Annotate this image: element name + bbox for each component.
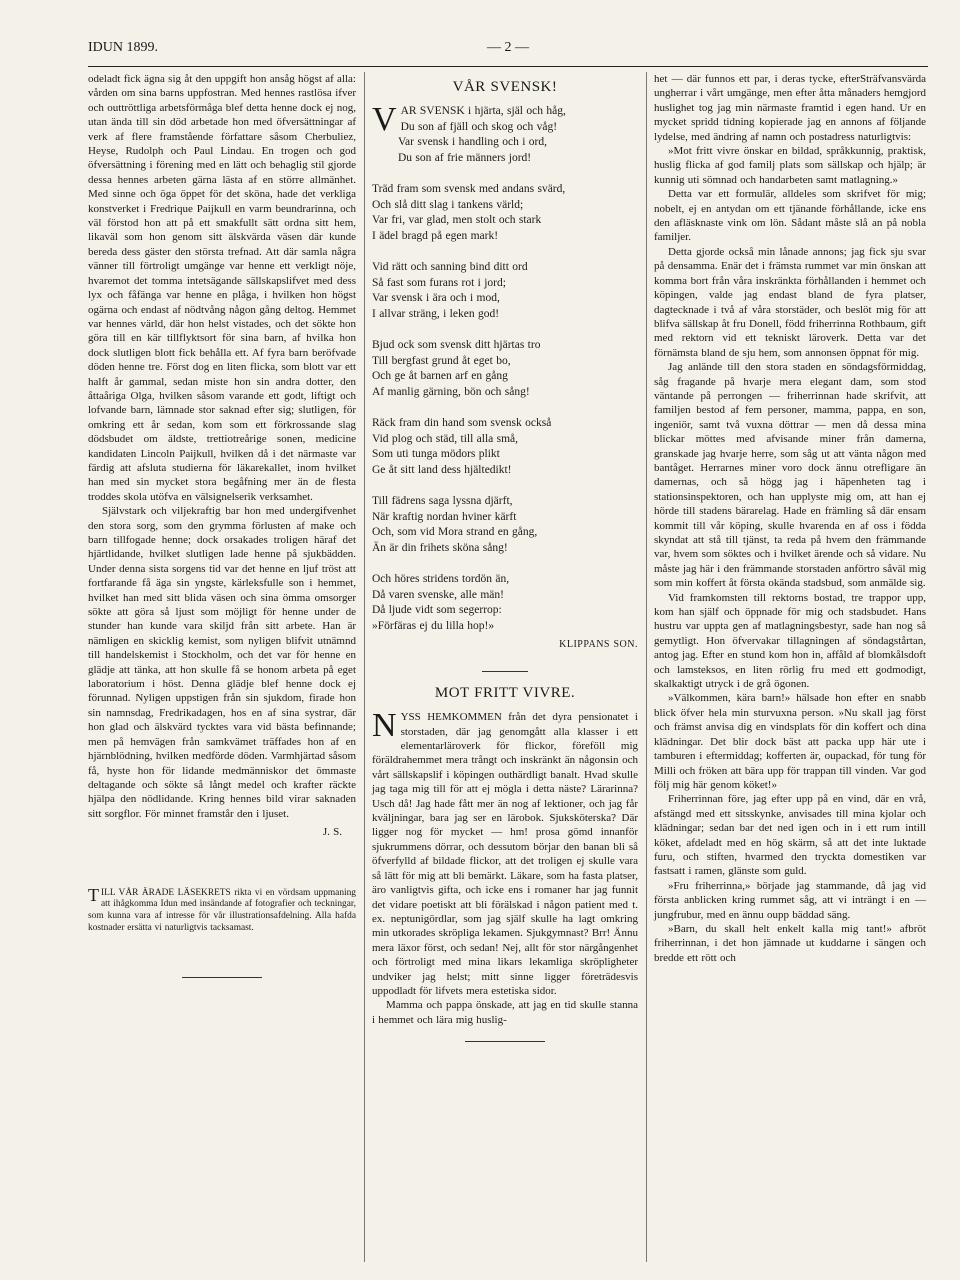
paragraph: »Fru friherrinna,» började jag stammande, då jag vid första anblicken kring rummet såg, att vi inträngt i en — jungfrubur, med en ännu oupp bäddad säng. xyxy=(654,879,926,921)
paragraph: NYSS HEMKOMMEN från det dyra pensionatet i storstaden, där jag genomgått alla klasser i ett elementarläroverk för flickor, föreföll mig föräldrahemmet mera trångt och inskränkt än någonsin och vårt sällskapslif i köpingen outhärdligt banalt. Hvad skulle jag taga mig till för att ej mögla i detta näste? Lärarinna? Usch då! Jag hade fått mer än nog af lektioner, och jag får kväljningar, bara jag ser en lärobok. Sjuksköterska? Där ligger nog för mycket — hm! prosa gömd innanför sjukrummens dörrar, och dessutom börjar den banan bli så öfverfylld af bildade flickor, att det troligen ej skulle vara så lätt för mig att bli bemärkt. Läkare, som ha fasta platser, äro vanligtvis gifta, och icke ens i romaner har jag funnit det vidare poetiskt att bli förälskad i någon patient med t. ex. neptunigördlar, som jag själf skulle ha lagt omkring min utkorades skröpliga lekamen. Sjukgymnast? Brr! Ännu mera läxor först, och sedan! Nej, allt för stor närgångenhet och förtroligt med mina likars lekamliga skröpligheter undviker jag helst; mitt sinne ligger företrädesvis uppodladt för lifvets mera estetiska sidor. xyxy=(372,707,638,997)
poem-line: Träd fram som svensk med andans svärd, xyxy=(372,183,566,196)
section-rule xyxy=(465,1041,545,1042)
poem-line: Än är din frihets sköna sång! xyxy=(372,541,508,554)
poem-stanza xyxy=(372,416,638,478)
poem-stanza xyxy=(372,494,638,556)
signature: J. S. xyxy=(322,826,342,839)
paragraph: Mamma och pappa önskade, att jag en tid skulle stanna i hemmet och lära mig huslig- xyxy=(372,999,638,1026)
section-rule xyxy=(482,671,528,672)
poem-line: Som uti tunga mödors plikt xyxy=(372,448,500,461)
poem-line: Vid plog och städ, till alla små, xyxy=(372,432,519,445)
poem-line: När kraftig nordan hviner kärft xyxy=(372,510,517,523)
article xyxy=(372,686,638,1042)
column-divider xyxy=(364,72,365,1262)
poem-line: Och ge åt barnen arf en gång xyxy=(372,370,508,383)
poem-line: Och, som vid Mora strand en gång, xyxy=(372,526,538,539)
article-title: MOT FRITT VIVRE. xyxy=(434,684,576,701)
poem-line: I allvar sträng, i leken god! xyxy=(372,307,500,320)
poem-stanza xyxy=(372,338,638,400)
page-header xyxy=(88,40,928,62)
poem-line: Och höres stridens tordön än, xyxy=(372,573,510,586)
poem-line: Du son af frie männers jord! xyxy=(398,151,532,164)
paragraph: het — där funnos ett par, i deras tycke, efterSträfvansvärda ungherrar i vårt umgänge, men efter åtta månaders hemgjord huslighet tog jag min närmaste framtid i egen hand. Ur en mycket spridd tidning kopierade jag en annons af följande lydelse, med ändring af namn och postadress naturligtvis: xyxy=(654,73,926,143)
poem-line: Var svensk i handling och i ord, xyxy=(398,136,547,149)
poem-line: Vid rätt och sanning bind ditt ord xyxy=(372,261,528,274)
paragraph: Friherrinnan före, jag efter upp på en vind, där en vrå, afstängd med ett sitsskynke, anvisades till mina kjolar och klädningar; sedan bar det ned igen och in i ett rum intill köket, afdeladt med en hög skärm, så att det inte luktade furu, och stiften, hvarmed den tryckta domestiken var fastsatt i ramen, glänste som guld. xyxy=(654,793,926,878)
paragraph: odeladt fick ägna sig åt den uppgift hon ansåg högst af alla: vården om sina barns uppfostran. Med hennes rastlösa ifver och outtröttliga arbetsförmåga blef detta henne dock ej nog, utan ända till sin död arbetade hon med öfversättningar af verk af flere framstående författare såsom Cherbuliez, Heyse, Rudolph och Paul Lindau. En trogen och god öfversättning i förening med en lätt och behaglig stil gjorde dessa hennes arbeten gärna lästa af en större allmänhet. Med sinne och öga öppet för det sköna, hade det verkliga konstverket i Fredrique Paijkull en varm beundrarinna, och väl förstod hon att på ett smakfullt sätt ordna sitt hem, likaväl som hon genom sitt älskvärda väsen där kunde bereda dess gäster den största trefnad. Att där samla några vänner till förtroligt umgänge var henne ett verkligt nöje, hvaremot det tomma intetsägande sällskapslifvet med dess lyx och fåfänga var henne en plåga, i hvilken hon högst ogärna och endast af nödtvång någon gång deltog. Hemmet var hennes värld, där hon helst vistades, och det sökte hon göra till en kär tillflyktsort för sina barn, af hvilka hon dock slutligen blott fick behålla ett. Af fyra barn beröfvade döden henne tre. Först dog en liten flicka, som blott var ett halft år gammal, sedan miste hon sin andra dotter, den åttaåriga Olga, hvilken såsom varande ett godt, liftigt och lofvande barn, lämnade stor saknad efter sig; slutligen, för omkring ett år sedan, kom som ett förkrossande slag dödsbudet om äldste, trettiotreårige sonen, medicine kandidaten Lincoln Paijkull, hvilken då i det närmaste var färdig att afsluta studierna för läkarekallet, inom hvilket han med sin mycket stora begåfning mer än de flesta troddes skola utöfva en välsignelserik verksamhet. xyxy=(88,73,356,503)
poem-line: Till fädrens saga lyssna djärft, xyxy=(372,495,513,508)
poem-line: »Förfäras ej du lilla hop!» xyxy=(372,619,495,632)
poem-stanza xyxy=(372,572,638,634)
page-number: — 2 — xyxy=(487,40,529,55)
poem-line: Af manlig gärning, bön och sång! xyxy=(372,385,530,398)
poem-stanza xyxy=(372,260,638,322)
poem-line: Bjud ock som svensk ditt hjärtas tro xyxy=(372,339,541,352)
poem-line: Ge åt sitt land dess hjältedikt! xyxy=(372,463,512,476)
reader-notice xyxy=(88,884,356,935)
poem-stanza xyxy=(372,182,638,244)
poem-line: Så fast som furans rot i jord; xyxy=(372,276,506,289)
notice-dropcap: T xyxy=(88,884,99,905)
column-left xyxy=(88,72,356,978)
journal-title: IDUN 1899. xyxy=(88,40,158,55)
paragraph: Detta var ett formulär, alldeles som skrifvet för mig; nobelt, ej en antydan om ett tjänande förhållande, icke ens den afläsknaste vink om lön. Sådant måste slå an på nobla familjer. xyxy=(654,188,926,244)
paragraph: »Välkommen, kära barn!» hälsade hon efter en snabb blick öfver hela min sturvuxna person. »Nu skall jag först och främst anvisa dig en vindsplats för din koffert och dina klädningar. Det blir dock bäst att packa upp här ute i tamburen i eftermiddag; kofferten är, oupackad, för tung för Milli och fröken att bära upp för trappan till vinden. Var god följ mig här genom köket!» xyxy=(654,692,926,791)
poem-line: Räck fram din hand som svensk också xyxy=(372,417,552,430)
poem-line: Till bergfast grund åt eget bo, xyxy=(372,354,511,367)
paragraph: Jag anlände till den stora staden en söndagsförmiddag, såg fragande på hvarje mera elegant dam, som stod väntande på perrongen — friherrinnan hade skrifvit, att familjen bestod af fem personer, mamma, pappa, en son, ingeniör, samt två vuxna döttrar — men då dessa mina blickar möttes med afvisande miner från damerna, granskade jag hvarje herre, som såg ut att vänta någon med bantåget. Herrarnes miner voro dock ännu otrefligare än damernas, och så högg jag i häpenheten tag i stationsinspektoren, och han upplyste mig om, att han ej hörde till stadens bärarelag. Hade en främling så där ensam kommit till vår köping, skulle hvarenda en af oss i födda skyndat att stå till tjänst, ta reda på hvem den främmande var, hvem som söktes och i hvilket ärende och så vidare. Nu måste jag här i den främmande storstaden anförtro såväl mig som min koffert åt första okända stadsbud, som anmälde sig. xyxy=(654,361,926,590)
poem-line: Var svensk i ära och i mod, xyxy=(372,292,500,305)
poem-line: Då varen svenske, alle män! xyxy=(372,588,504,601)
paragraph: »Barn, du skall helt enkelt kalla mig tant!» afbröt friherrinnan, i det hon jämnade ut kuddarne i sängen och bredde ett rött och xyxy=(654,922,926,964)
poem-author: KLIPPANS SON. xyxy=(559,639,638,651)
column-right xyxy=(654,72,926,965)
poem-line: Var fri, var glad, men stolt och stark xyxy=(372,214,542,227)
paragraph: Detta gjorde också min lånade annons; jag fick sju svar på densamma. Enär det i främsta rummet var min önskan att komma bort från våra inskränkta förhållanden i hemmet och köpingen, valde jag endast bland de fyra platser, dagtecknade i två af våra storstäder, och beslöt mig för att blifva sällskap åt fru Donell, född friherrinna Rothbaum, gift med rektorn vid ett tekniskt läroverk. Detta var det förnämsta bland de sju hem, som annonsen öppnat för mig. xyxy=(654,245,926,359)
header-rule xyxy=(88,66,928,67)
poem-title: VÅR SVENSK! xyxy=(452,79,558,95)
column-divider xyxy=(646,72,647,1262)
paragraph: Vid framkomsten till rektorns bostad, tre trappor upp, kom han själf och öppnade för mig och stadsbudet. Hans hustru var uppta gen af matlagningsbestyr, sade han nog så gemytligt. Hon öfvervakar tillagningen af söndagstårtan, antog jag. Efter en stund kom hon in, affåld af blomkålsdoft och lamsteksos, en liten rörlig fru med ett godmodigt, skalkaktigt utryck i de grå ögonen. xyxy=(654,591,926,691)
paragraph: »Mot fritt vivre önskar en bildad, språkkunnig, praktisk, huslig flicka af god familj plats som sällskap och hjälp; är kunnig uti sömnad och handarbeten samt matlagning.» xyxy=(654,145,926,186)
article-dropcap: N xyxy=(372,707,397,745)
poem-line: Och slå ditt slag i tankens värld; xyxy=(372,198,524,211)
section-rule xyxy=(182,977,262,978)
poem-line: Då ljude vidt som segerrop: xyxy=(372,604,502,617)
poem-line: VAR SVENSK i hjärta, själ och håg, xyxy=(372,101,566,139)
column-middle xyxy=(372,72,638,1042)
notice-text: ILL VÅR ÄRADE LÄSEKRETS rikta vi en vördsam uppmaning att ihågkomma Idun med insändande af fotografier och teckningar, som kunna vara af intresse för vår illustrationsafdelning. Alla hafda kostnader ersätta vi naturligtvis tacksamast. xyxy=(88,887,356,933)
poem-line: I ädel bragd på egen mark! xyxy=(372,229,499,242)
poem-line: Du son af fjäll och skog och våg! xyxy=(400,120,558,133)
poem-stanza xyxy=(372,101,638,166)
paragraph: Självstark och viljekraftig bar hon med undergifvenhet den stora sorg, som den grymma förlusten af make och barn tillfogade henne; dock orsakades troligen häraf det hjärtlidande, hvilket slutligen lade henne på sjukbädden. Under denna sista sorgens tid var det henne en ljuf tröst att fortfarande få äga sin yngste, kärleksfulle son i hemmet, hvilket han med sitt blida väsen och sina ömma omsorger sökte att göra så ljust som möjligt för henne under de stunder han kunde vara skiljd från sitt arbete. Han är nämligen en skicklig kemist, som nyligen blifvit utnämnd till handelskemist i Stockholm, och det var för henne en glädje att tänka, att hon skulle få se honom arbeta på eget laboratorium i höst. Denna glädje blef henne dock ej förunnad. Nyligen uppstigen från sin sjukdom, firade hon sin namnsdag, Fredrikadagen, hos en af sina systrar, där hon glad och älskvärd tycktes vara vid bästa befinnande; men på hemvägen från samkvämet träffades hon af en hjärnblödning, hvilken medförde döden. Varmhjärtad såsom få, hyste hon för lidande medmänniskor det ömmaste deltagande och sökte så långt medel och krafter räckte hjälpa den nödlidande. Kring hennes bild virar saknaden sitt sorgflor. För minnet framstår den i ljuset. xyxy=(88,505,356,820)
poem-dropcap: V xyxy=(372,101,397,139)
